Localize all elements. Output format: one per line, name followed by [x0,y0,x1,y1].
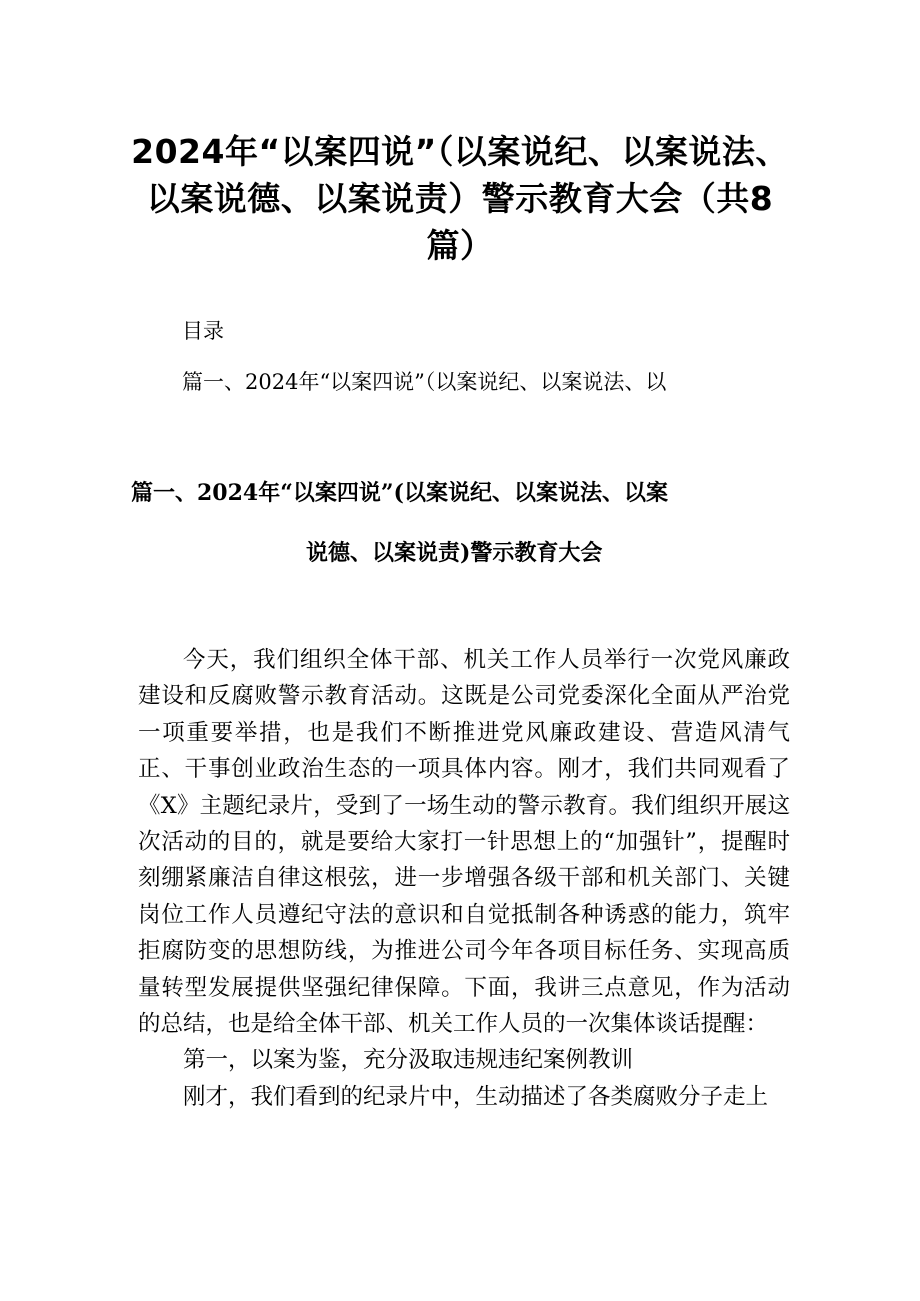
toc-item[interactable]: 篇一、2024年“以案四说”（以案说纪、以案说法、以 [182,370,667,394]
section-title-line-2: 说德、以案说责)警示教育大会 [306,540,603,566]
title-line-1: 2024年“以案四说”（以案说纪、以案说法、 [131,132,789,171]
paragraph: 第一，以案为鉴，充分汲取违规违纪案例教训 [183,1047,634,1074]
document-title [120,128,800,269]
toc-heading: 目录 [182,319,224,343]
section-title-line-1: 篇一、2024年“以案四说”(以案说纪、以案说法、以案 [131,480,668,506]
title-line-3: 篇） [426,226,494,265]
paragraph: 刚才，我们看到的纪录片中，生动描述了各类腐败分子走上 [183,1083,769,1110]
paragraph: 今天，我们组织全体干部、机关工作人员举行一次党风廉政建设和反腐败警示教育活动。这既是公司党委深化全面从严治党一项重要举措，也是我们不断推进党风廉政建设、营造风清气正、干事创业政治生态的一项具体内容。刚才，我们共同观看了《X》主题纪录片，受到了一场生动的警示教育。我们组织开展这次活动的目的，就是要给大家打一针思想上的“加强针”，提醒时刻绷紧廉洁自律这根弦，进一步增强各级干部和机关部门、关键岗位工作人员遵纪守法的意识和自觉抵制各种诱惑的能力，筑牢拒腐防变的思想防线，为推进公司今年各项目标任务、实现高质量转型发展提供坚强纪律保障。下面，我讲三点意见，作为活动的总结，也是给全体干部、机关工作人员的一次集体谈话提醒： [138,647,790,1038]
body-text [138,642,790,1115]
title-line-2: 以案说德、以案说责）警示教育大会（共8 [146,179,774,218]
